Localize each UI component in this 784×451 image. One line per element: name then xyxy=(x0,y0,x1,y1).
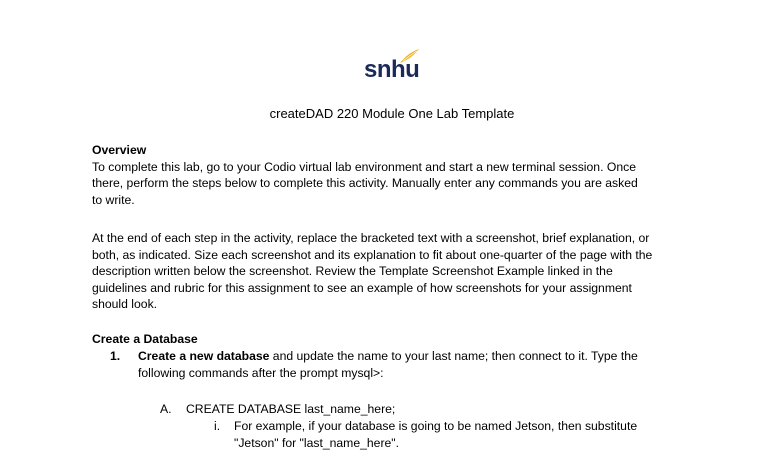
step-1-text xyxy=(138,348,698,381)
overview-p1-line: there, perform the steps below to complete this activity. Manually enter any commands you are asked xyxy=(92,176,638,191)
create-database-heading: Create a Database xyxy=(92,332,198,346)
overview-heading: Overview xyxy=(92,143,147,157)
sub-step-i-line-1: For example, if your database is going to be named Jetson, then substitute xyxy=(234,419,638,433)
overview-p1-line: To complete this lab, go to your Codio virtual lab environment and start a new terminal session. Once xyxy=(92,159,636,174)
overview-p2-line: guidelines and rubric for this assignment to see an example of how screenshots for your assignment xyxy=(92,280,632,295)
overview-p2-line: both, as indicated. Size each screenshot and its explanation to fit about one-quarter of the page with the xyxy=(92,247,653,262)
sub-step-i-number: i. xyxy=(214,419,221,433)
overview-p2-line: should look. xyxy=(92,297,158,312)
overview-paragraph-2 xyxy=(92,230,702,313)
step-1-rest: and update the name to your last name; then connect to it. Type the xyxy=(269,349,638,363)
overview-p1-line: to write. xyxy=(92,192,135,207)
document-title: createDAD 220 Module One Lab Template xyxy=(269,106,515,121)
step-1-bold: Create a new database xyxy=(138,349,270,363)
sub-step-a-number: A. xyxy=(160,402,172,416)
sub-step-i-line-2: "Jetson" for "last_name_here". xyxy=(234,435,399,450)
sub-step-i-text xyxy=(234,418,704,451)
step-1-line-2: following commands after the prompt mysql>: xyxy=(138,365,384,380)
logo-wordmark: snhu xyxy=(364,56,420,83)
overview-paragraph-1 xyxy=(92,159,702,209)
overview-p2-line: description written below the screenshot. Review the Template Screenshot Example linked in the xyxy=(92,264,613,279)
overview-p2-line: At the end of each step in the activity, replace the bracketed text with a screenshot, brief explanation, or xyxy=(92,231,650,245)
overview-section xyxy=(92,142,702,208)
sub-step-a-text: CREATE DATABASE last_name_here; xyxy=(186,402,396,416)
snhu-logo xyxy=(364,48,420,86)
step-1-number: 1. xyxy=(110,349,121,363)
